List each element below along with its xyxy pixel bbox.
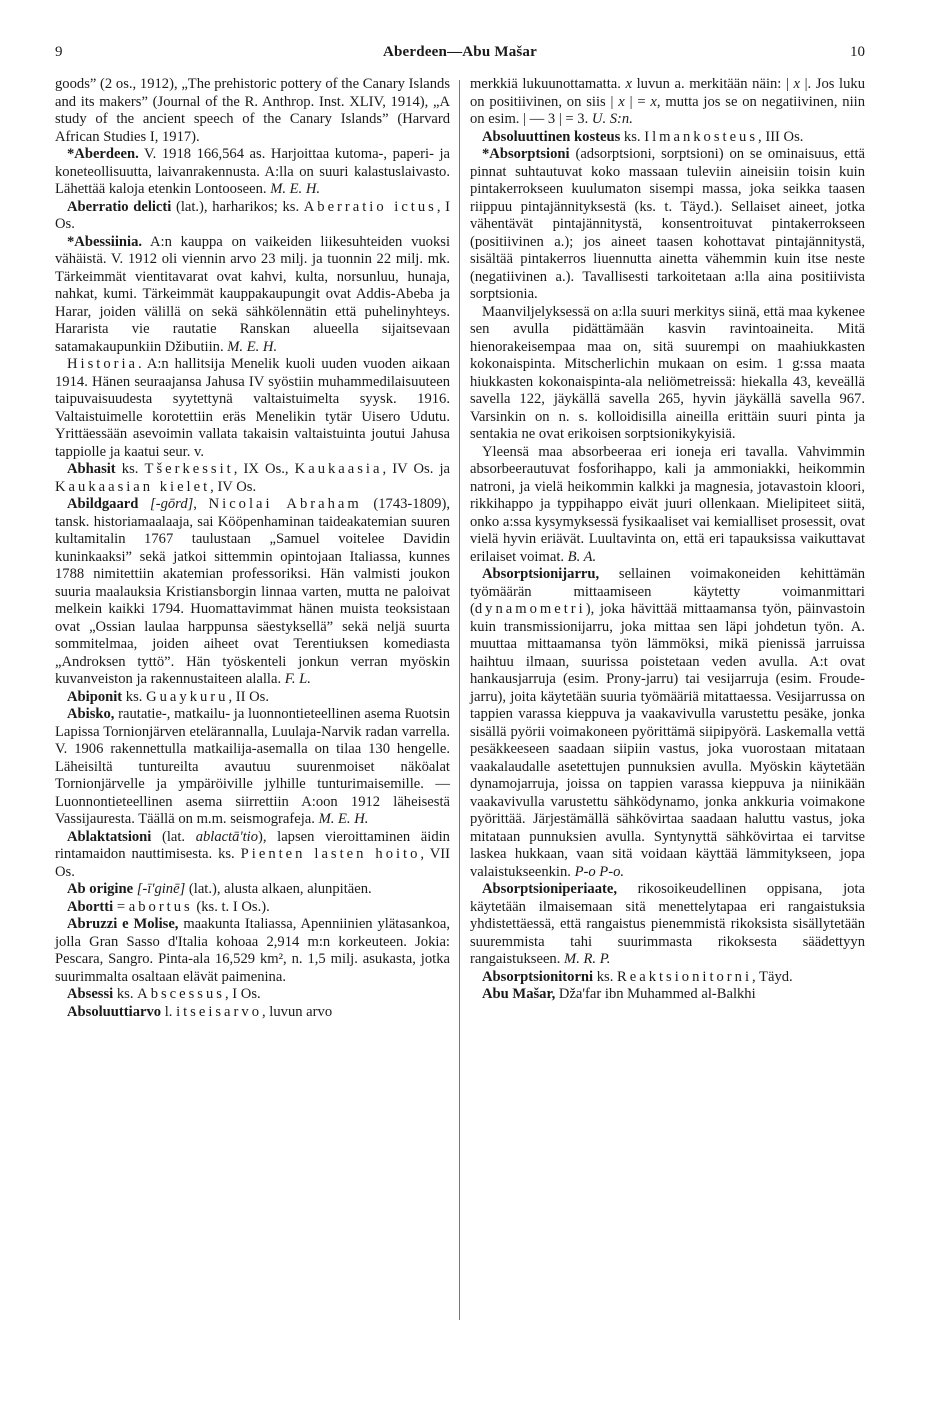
entry-paragraph (55, 356, 450, 461)
entry-paragraph (470, 444, 865, 567)
entry-paragraph (55, 689, 450, 707)
body-text: merkkiä lukuunottamatta. (470, 76, 626, 92)
headword: Abiponit (67, 688, 123, 705)
italic-text: M. E. H. (227, 338, 278, 355)
entry-paragraph (470, 566, 865, 881)
continued-paragraph (55, 76, 450, 146)
spaced-reference: itseisarvo (176, 1003, 262, 1020)
body-text: (ks. t. I Os.). (192, 898, 270, 915)
body-text: goods” (2 os., 1912), „The prehistoric pottery of the Canary Islands and its makers” (Journal of the R. Anthrop. Inst. XLIV, 1914), „A study of the ancient speech of the Canary Islands” (Harvard African Studies I, 1917). (55, 76, 450, 145)
running-title: Aberdeen—Abu Mašar (382, 44, 537, 60)
entry-paragraph (470, 986, 865, 1004)
body-text: ), lapsen vieroittaminen äidin rintamaidon nauttimisesta. ks. (55, 828, 450, 862)
entry-paragraph (55, 1004, 450, 1022)
italic-text: P-o P-o. (574, 863, 625, 880)
spaced-reference: Historia (67, 356, 139, 372)
headword: Ab origine (67, 881, 134, 897)
left-column (55, 76, 450, 1021)
body-text (138, 496, 150, 512)
spaced-reference: Guaykuru (146, 688, 229, 705)
headword: Absorptsionijarru, (482, 566, 600, 582)
entry-paragraph (55, 496, 450, 689)
headword: Abruzzi e Molise, (67, 916, 179, 932)
body-text: , luvun arvo (262, 1003, 333, 1020)
body-text: . A:n hallitsija Menelik kuoli uuden vuoden aikaan 1914. Hänen seuraajansa Jahusa IV syöstiin muhammedilaisuuteen taipuvaisuudesta syytettynä valtaistuimelta syysk. 1916. Valtaistuimelle korotettiin eräs Menelikin tytär Uisero Udutu. Yrittäessään asevoimin vallata takaisin valtaistuinta joutui Jahusa tappiolle ja kaatui seur. v. (55, 356, 450, 460)
body-text: ks. (113, 986, 138, 1002)
body-text: , III Os. (758, 128, 804, 145)
body-text: Dža'far ibn Muhammed al-Balkhi (555, 986, 756, 1002)
entry-paragraph (55, 881, 450, 899)
entry-paragraph (55, 899, 450, 917)
body-text: V. 1918 166,564 as. Harjoittaa kutoma-, paperi- ja koneteollisuutta, laivanrakennusta. A:lla on suuri kalastuslaivasto. Lähettää kaloja etenkin Lontooseen. (55, 146, 450, 197)
spaced-reference: Nicolai Abraham (208, 496, 362, 512)
headword: Absorptsionitorni (482, 968, 594, 985)
body-text: (1743-1809), tansk. historiamaalaaja, sai Kööpenhaminan taideakatemian suuren kultamitalin 1767 taulustaan „Samuel voitelee Davidin kuninkaaksi” sekä jatkoi sittemmin opintojaan Italiassa, kunnes 1788 nimitettiin akatemian professoriksi. Hän valmisti joukon suuria maalauksia Kristiansborgin linnaa varten, mutta ne paloivat melkein kaikki 1794. Huomattavimmat hänen muista teoksistaan ovat „Ossian laulaa harppunsa säestyksellä” sekä neljä suurta sommitelmaa, joiden aiheet ovat Terentiuksen komediasta „Androksen tyttö”. Hän työskenteli jonkun verran myöskin kuvanveiston ja rakennustaiteen alalla. (55, 496, 450, 687)
page-number-right: 10 (850, 44, 865, 60)
headword: *Abessiinia. (67, 233, 143, 250)
spaced-reference: Pienten lasten hoito (240, 846, 421, 862)
italic-text: [-ī'ginē] (136, 881, 186, 897)
body-text: , VII Os. (55, 846, 451, 880)
entry-paragraph (55, 461, 450, 496)
right-column (470, 76, 865, 1004)
spaced-reference: Reaktsionitorni (617, 968, 753, 985)
spaced-reference: Abscessus (137, 986, 225, 1002)
entry-paragraph (470, 969, 865, 987)
page-header (55, 44, 865, 68)
italic-text: x (793, 76, 800, 92)
italic-text: M. R. P. (564, 951, 611, 967)
headword: Absorptsioniperiaate, (482, 881, 617, 897)
entry-paragraph (55, 199, 450, 234)
italic-text: [-gōrd] (150, 496, 194, 512)
headword: Aberratio delicti (67, 198, 172, 215)
body-text: (lat.), harharikos; ks. (171, 198, 304, 215)
body-text: , IV Os. (210, 478, 257, 495)
body-text: , IV Os. ja (382, 461, 450, 477)
body-text: sellainen voimakoneiden kehittämän työmäärän mittaamiseen käytetty voimanmittari ( (470, 566, 865, 617)
body-text: ks. (122, 688, 147, 705)
entry-paragraph (470, 304, 865, 444)
body-text: , IX Os., (233, 461, 295, 477)
headword: Abisko, (67, 706, 115, 722)
body-text: l. (161, 1003, 177, 1020)
entry-paragraph (55, 234, 450, 357)
headword: Absoluuttiarvo (67, 1003, 162, 1020)
body-text: ks. (115, 461, 145, 477)
entry-paragraph (55, 986, 450, 1004)
continued-paragraph (470, 76, 865, 129)
italic-text: x (625, 76, 633, 92)
italic-text: B. A. (567, 548, 597, 565)
body-text: Yleensä maa absorbeeraa eri ioneja eri tavalla. Vahvimmin absorbeerautuvat fosforihappo, kali ja ammoniakki, heikommin natroni, ja vielä heikommin kalkki ja magnesia, jotavastoin kloori, rikkihappo ja typpihappo eivät juuri ollenkaan. Mielipiteet siitä, onko a:ssa kysymyksessä fysikaaliset vai kemialliset prosessit, ovat vielä hyvin eriävät. Luultavinta on, että eri tapauksissa vaikuttavat erilaiset voimat. (470, 443, 865, 565)
spaced-reference: Tšerkessit (144, 461, 234, 477)
spaced-reference: Aberratio ictus (303, 198, 437, 215)
page-number-left: 9 (55, 44, 63, 60)
spaced-reference: dynamometri (474, 601, 586, 617)
entry-paragraph (55, 829, 450, 882)
body-text: = (113, 898, 129, 915)
headword: Abu Mašar, (482, 986, 556, 1002)
italic-text: U. S:n. (591, 111, 633, 127)
italic-text: x (618, 93, 625, 110)
body-text: rautatie-, matkailu- ja luonnontieteellinen asema Ruotsin Lapissa Tornionjärven etelärannalla, Luulaja-Narvik radan varrella. V. 1906 rakennettulla matkailija-asemalla on tilaa 130 hengelle. Läheisiltä tuntureilta avautuu suurenmoiset näköalat Tornionjärvelle ja ympäröiville jylhille tunturimaisemille. — Luonnontieteellinen asema siirrettiin A:oon 1912 läheisestä Vassijauresta. Täällä on m.m. seismografeja. (55, 706, 450, 827)
body-text: ), joka hävittää mittaamansa työn, päinvastoin kuin transmissionijarru, joka mittaa sen läpi johdetun työn. A. muuttaa mittaamansa työn lämmöksi, mikä pienissä jarruissa haihtuu ilmaan, suurissa poistetaan veden avulla. A:t ovat hankausjarruja (esim. Prony-jarru) tai vesijarruja (esim. Froude-jarru), joita käytetään suuria työmääriä mitattaessa. Vesijarrussa on tappien varassa kieppuva ja vaakavivulla varustettu pesäke, jonka sisällä pyörii voimakoneen pyörittämä siipipyörä. Laskemalla vettä pesäkkeeseen saadaan siipiin vastus, joka vuorostaan mitataan vaakalaudalle asetettujen punnuksien avulla. Myöskin käytetään dynamojarruja, joissa on tappien varassa kieppuva ja niinikään vaakavivulla varustettu sähködynamo, jonka ankkuria voimakone pyörittää. Järjestämällä sähkövirtaa saadaan haluttu vastus, joka mitataan punnuksien avulla. Syntynyttä sähkövirtaa ei tarvitse laskea hukkaan, vaan sitä voidaan käyttää lämmitykseen, jopa valaistukseenkin. (470, 601, 865, 880)
spaced-reference: Ilmankosteus (644, 128, 759, 145)
headword: *Aberdeen. (67, 146, 139, 162)
body-text: |. Jos luku on positiivinen, on siis | (470, 76, 865, 110)
spaced-reference: Kaukaasian kielet (55, 478, 211, 495)
headword: *Absorptsioni (482, 146, 570, 162)
column-divider (459, 80, 460, 1320)
body-text: ks. (620, 128, 645, 145)
spaced-reference: Kaukaasia (294, 461, 383, 477)
body-text: , Täyd. (752, 968, 793, 985)
body-text: , (193, 496, 209, 512)
body-text: , mutta jos se on negatiivinen, niin on esim. | — 3 | = 3. (470, 93, 865, 127)
headword: Abildgaard (67, 496, 139, 512)
entry-paragraph (55, 146, 450, 199)
body-text: | = (624, 93, 651, 110)
italic-text: M. E. H. (270, 181, 321, 197)
body-text: (lat. (151, 828, 196, 845)
headword: Absoluuttinen kosteus (482, 128, 621, 145)
body-text: rikosoikeudellinen oppisana, jota käytetään ilmaisemaan sitä menettelytapaa eri rangaistuksia yhdistettäessä, että rangaistus pienemmistä rikoksista sisällytetään suuremmista tahi suurimmasta rikoksesta säädettyyn rangaistukseen. (470, 881, 865, 967)
headword: Ablaktatsioni (67, 828, 152, 845)
body-text: , I Os. (55, 198, 450, 232)
italic-text: F. L. (284, 671, 311, 687)
headword: Abhasit (67, 461, 116, 477)
spaced-reference: abortus (128, 898, 193, 915)
body-text: , I Os. (224, 986, 261, 1002)
headword: Absessi (67, 986, 114, 1002)
italic-text: M. E. H. (318, 811, 369, 827)
entry-paragraph (470, 146, 865, 304)
body-text: Maanviljelyksessä on a:lla suuri merkitys siinä, että maa kykenee sen avulla pidättämään kasvin ravintoaineita. Mitä hienorakeisempaa maa on, sitä suurempi on maahiukkasten kokonaispinta. Mitscherlichin mukaan on esim. 1 g:ssa maata hiukkasten kokonaispinta-ala neliömetreissä: hiekalla 43, keveällä savella 122, jäykällä savella 265, hyvin jäykällä savella 967. Varsinkin on n. s. kolloidisilla aineilla erittäin suuri pinta ja sentakia ne ovat erikoisen sorptsionikykyisiä. (470, 303, 865, 442)
italic-text: ablactā'tio (195, 828, 259, 845)
body-text: ks. (593, 968, 618, 985)
entry-paragraph (470, 881, 865, 969)
body-text: A:n kauppa on vaikeiden liikesuhteiden vuoksi vähäistä. V. 1912 oli viennin arvo 23 milj. ja tuonnin 22 milj. mk. Tärkeimmät vientitavarat ovat kahvi, kulta, norsunluu, hunaja, nahkat, kumi. Tärkeimmät kauppakaupungit ovat Addis-Abeba ja Harar, joiden välillä on sekä sähkölennätin että puhelinyhteys. Hararista vie rautatie Ranskan alueella sijaitsevaan satamakaupunkiin Džibutiin. (55, 233, 450, 355)
body-text: (lat.), alusta alkaen, alunpitäen. (185, 881, 372, 897)
body-text: (adsorptsioni, sorptsioni) on se ominaisuus, että pinnat suhtautuvat koko massaan tuleviin aineisiin toisin kuin pintakerrokseen kuulumaton sisempi massa, joka seikka taasen riippuu pintajännityksestä (ks. t. Täyd.). Sellaiset aineet, jotka vähentävät pintajännitystä, konsentroituvat pintakerrokseen (positiivinen a.); jos aineet taasen kohottavat pintajännitystä, sisältää pintakerros liuennutta ainetta vähemmin kuin itse neste (negatiivinen a.). Tavallisesti tarkoitetaan a:lla aina positiivista sorptsionia. (470, 146, 865, 302)
entry-paragraph (55, 916, 450, 986)
body-text: , II Os. (228, 688, 269, 705)
italic-text: x (650, 93, 657, 110)
headword: Abortti (67, 898, 114, 915)
body-text: maakunta Italiassa, Apenniinien ylätasankoa, jolla Gran Sasso d'Italia kohoaa 2,914 m:n korkeuteen. Jokia: Pescara, Sangro. Pinta-ala 16,529 km², n. 1,5 milj. asukasta, jotka suurimmalta osaltaan elävät paimenina. (55, 916, 450, 985)
entry-paragraph (470, 129, 865, 147)
body-text: luvun a. merkitään näin: | (632, 76, 794, 92)
entry-paragraph (55, 706, 450, 829)
